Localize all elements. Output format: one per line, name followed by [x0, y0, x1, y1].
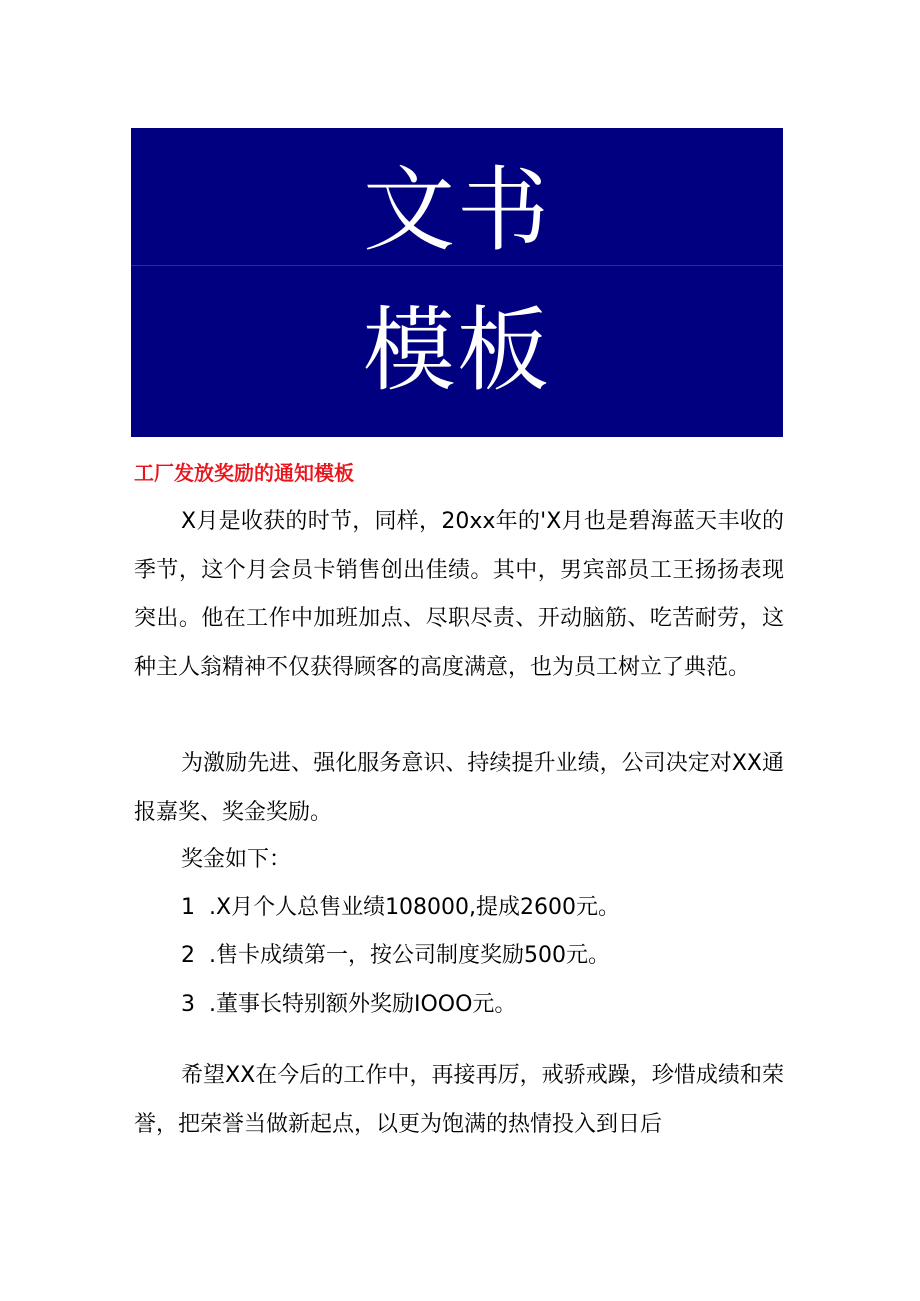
paragraph-closing: 希望XX在今后的工作中，再接再厉，戒骄戒躁，珍惜成绩和荣誉，把荣誉当做新起点，以更为饱满的热情投入到日后: [134, 1063, 784, 1137]
list-item: [181, 932, 610, 981]
list-item: [181, 981, 516, 1030]
banner-divider: [131, 265, 783, 266]
list-item-number: 3: [181, 992, 195, 1017]
paragraph-bonus-heading: 奖金如下：: [181, 847, 292, 872]
list-item-text: .售卡成绩第一，按公司制度奖励500元。: [209, 943, 610, 968]
title-banner: [131, 128, 783, 437]
document-title: 工厂发放奖励的通知模板: [134, 461, 354, 485]
banner-title-line-1: 文书: [362, 157, 551, 264]
paragraph-intro: X月是收获的时节，同样，20xx年的'X月也是碧海蓝天丰收的季节，这个月会员卡销售创出佳绩。其中，男宾部员工王扬扬表现突出。他在工作中加班加点、尽职尽责、开动脑筋、吃苦耐劳，这种主人翁精神不仅获得顾客的高度满意，也为员工树立了典范。: [134, 509, 784, 680]
list-item-number: 1: [181, 895, 195, 920]
list-item-text: .董事长特别额外奖励IOOO元。: [209, 992, 517, 1017]
list-item-text: .X月个人总售业绩108000,提成2600元。: [209, 895, 621, 920]
list-item: [181, 884, 620, 933]
list-item-number: 2: [181, 943, 195, 968]
banner-title-line-2: 模板: [362, 297, 551, 404]
paragraph-decision: 为激励先进、强化服务意识、持续提升业绩，公司决定对XX通报嘉奖、奖金奖励。: [134, 751, 784, 825]
